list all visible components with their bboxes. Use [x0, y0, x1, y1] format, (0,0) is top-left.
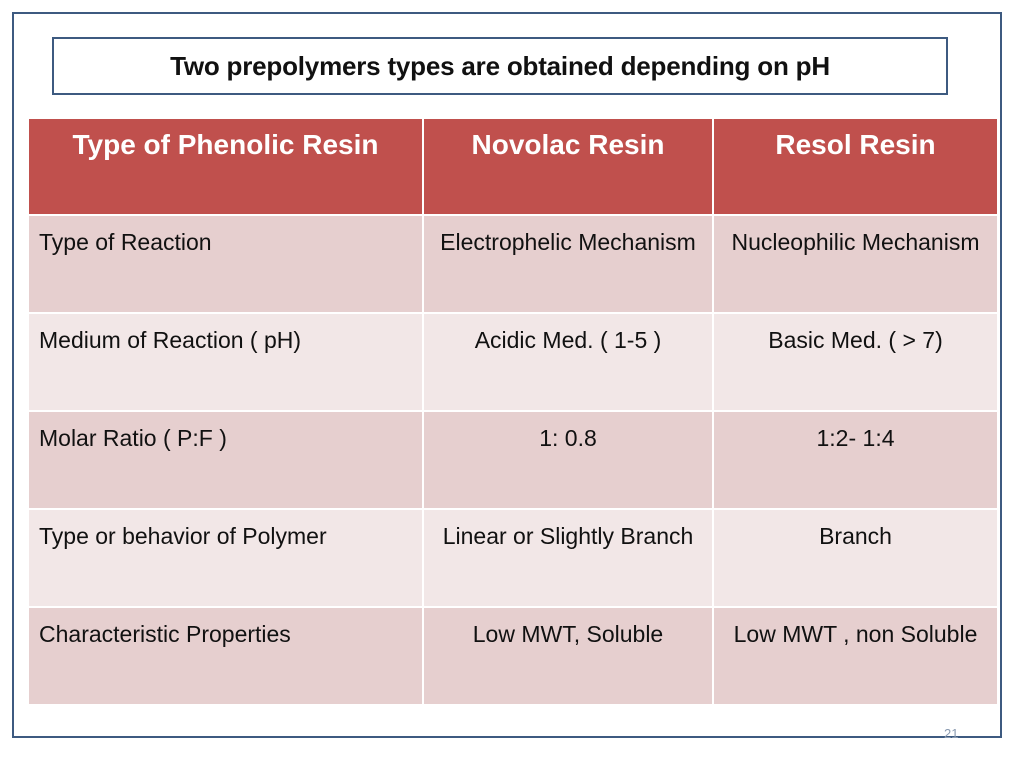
- novolac-value: 1: 0.8: [423, 411, 713, 509]
- resol-value: Basic Med. ( > 7): [713, 313, 998, 411]
- comparison-table: [27, 117, 999, 706]
- table-row: [28, 411, 998, 509]
- row-label: Type or behavior of Polymer: [28, 509, 423, 607]
- novolac-value: Low MWT, Soluble: [423, 607, 713, 705]
- page-number: 21: [944, 726, 959, 741]
- header-novolac-resin: Novolac Resin: [423, 118, 713, 215]
- resol-value: Low MWT , non Soluble: [713, 607, 998, 705]
- row-label: Molar Ratio ( P:F ): [28, 411, 423, 509]
- row-label: Medium of Reaction ( pH): [28, 313, 423, 411]
- table-row: [28, 509, 998, 607]
- novolac-value: Electrophelic Mechanism: [423, 215, 713, 313]
- resol-value: Branch: [713, 509, 998, 607]
- table-row: [28, 607, 998, 705]
- novolac-value: Linear or Slightly Branch: [423, 509, 713, 607]
- slide-title: Two prepolymers types are obtained depending on pH: [170, 50, 830, 81]
- novolac-value: Acidic Med. ( 1-5 ): [423, 313, 713, 411]
- table-header-row: [28, 118, 998, 215]
- header-type-of-phenolic-resin: Type of Phenolic Resin: [28, 118, 423, 215]
- title-box: [52, 37, 948, 95]
- table-row: [28, 215, 998, 313]
- resol-value: 1:2- 1:4: [713, 411, 998, 509]
- row-label: Type of Reaction: [28, 215, 423, 313]
- resol-value: Nucleophilic Mechanism: [713, 215, 998, 313]
- table-row: [28, 313, 998, 411]
- header-resol-resin: Resol Resin: [713, 118, 998, 215]
- row-label: Characteristic Properties: [28, 607, 423, 705]
